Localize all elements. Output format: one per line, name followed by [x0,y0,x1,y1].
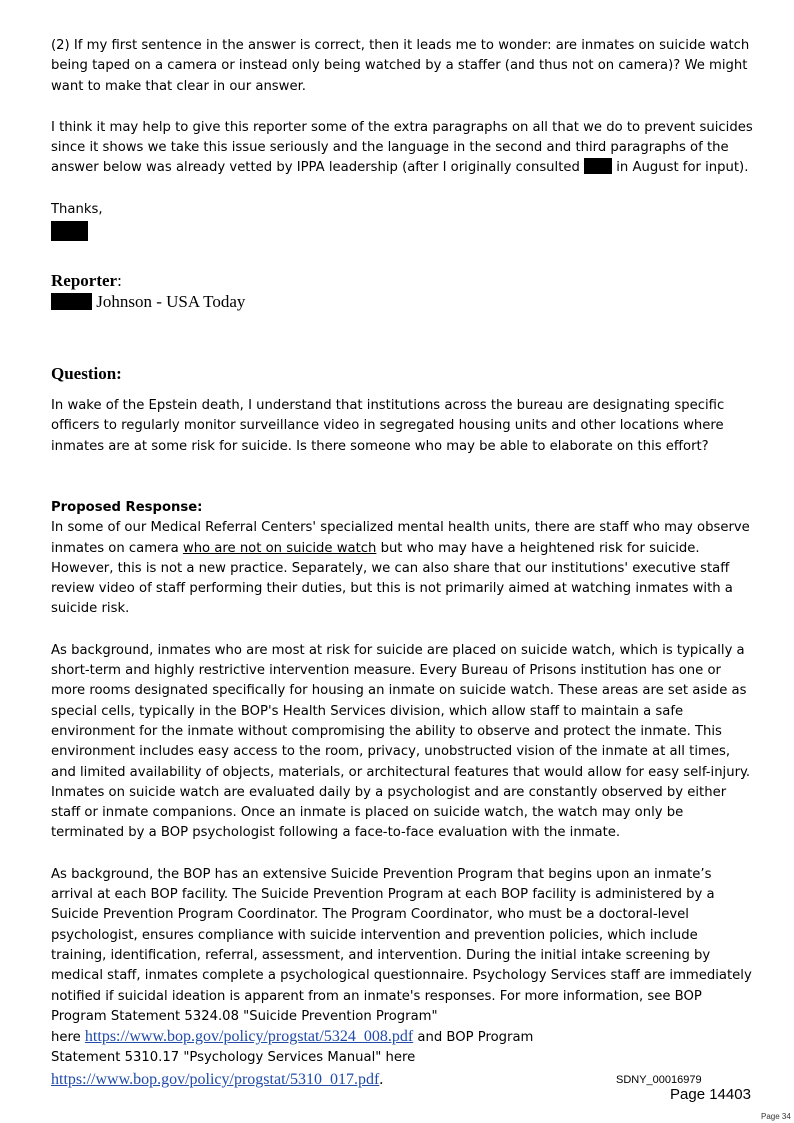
redaction-box [584,158,612,174]
proposed-response-heading: Proposed Response: [51,499,203,515]
reporter-label-colon: : [117,271,122,291]
suicide-prevention-link[interactable]: https://www.bop.gov/policy/progstat/5324_008.pdf [84,1028,414,1046]
intro-paragraph-2-start: I think it may help to give this reporter some of the extra paragraphs on all that we do to prevent suicides since it shows we take this issue seriously and the language in the second and third paragraphs of the answer below was already vetted by IPPA leadership (after I originally consulted [51,119,753,176]
link-line-1 [51,1027,756,1048]
intro-paragraph-1: (2) If my first sentence in the answer is correct, then it leads me to wonder: are inmates on suicide watch being taped on a camera or instead only being watched by a staffer (and thus not on camera)? We might want to make that clear in our answer. [51,38,750,94]
page-number: Page 14403 [670,1086,751,1103]
response-p1-underlined: who are not on suicide watch [182,540,377,556]
reporter-label [51,270,756,291]
document-page [51,36,756,1090]
small-page-number: Page 34 [761,1112,791,1121]
final-period: . [379,1070,384,1088]
question-text: In wake of the Epstein death, I understand that institutions across the bureau are designating specific officers to regularly monitor surveillance video in segregated housing units and other locations where inmates are at some risk for suicide. Is there someone who may be able to elaborate on this effort? [51,398,725,454]
response-p1-end: but who may have a heightened risk for suicide. However, this is not a new practice. Separately, we can also share that our institutions' executive staff review video of staff performing their duties, but this is not primarily aimed at watching inmates with a suicide risk. [51,540,733,617]
reporter-label-text: Reporter [51,271,118,291]
thanks-line: Thanks, [51,201,103,217]
response-p1-start: In some of our Medical Referral Centers' specialized mental health units, there are staff who may observe inmates on camera [51,520,750,556]
response-paragraph-2: As background, inmates who are most at risk for suicide are placed on suicide watch, which is typically a short-term and highly restrictive intervention measure. Every Bureau of Prisons institution has one or more rooms designated specifically for housing an inmate on suicide watch. These areas are set aside as special cells, typically in the BOP's Health Services division, which allow staff to maintain a safe environment for the inmate without compromising the ability to observe and protect the inmate. This environment includes easy access to the room, privacy, unobstructed vision of the inmate at all times, and limited availability of objects, materials, or architectural features that would allow for easy self-injury. Inmates on suicide watch are evaluated daily by a psychologist and are constantly observed by either staff or inmate companions. Once an inmate is placed on suicide watch, the watch may only be terminated by a BOP psychologist following a face-to-face evaluation with the inmate. [51,642,751,841]
psychology-manual-link[interactable]: https://www.bop.gov/policy/progstat/5310_017.pdf [51,1070,380,1088]
reporter-name [51,291,756,312]
response-paragraph-1 [51,518,756,619]
and-bop-text: and BOP Program [413,1030,534,1046]
bates-number: SDNY_00016979 [616,1074,702,1086]
reporter-name-redaction [51,293,92,310]
here-word: here [51,1030,85,1046]
statement-line: Statement 5310.17 "Psychology Services Manual" here [51,1050,416,1066]
response-paragraph-3: As background, the BOP has an extensive Suicide Prevention Program that begins upon an inmate’s arrival at each BOP facility. The Suicide Prevention Program at each BOP facility is administered by a Suicide Prevention Program Coordinator. The Program Coordinator, who must be a doctoral-level psychologist, ensures compliance with suicide intervention and prevention policies, which include training, identification, referral, assessment, and intervention. During the initial intake screening by medical staff, inmates complete a psychological questionnaire. Psychology Services staff are immediately notified if suicidal ideation is apparent from an inmate's responses. For more information, see BOP Program Statement 5324.08 "Suicide Prevention Program" [51,866,752,1024]
intro-paragraph-2-end: in August for input). [612,160,749,176]
intro-paragraph-2 [51,118,756,179]
question-heading: Question: [51,364,122,384]
reporter-outlet: Johnson - USA Today [96,292,246,312]
signature-redaction [51,221,88,241]
